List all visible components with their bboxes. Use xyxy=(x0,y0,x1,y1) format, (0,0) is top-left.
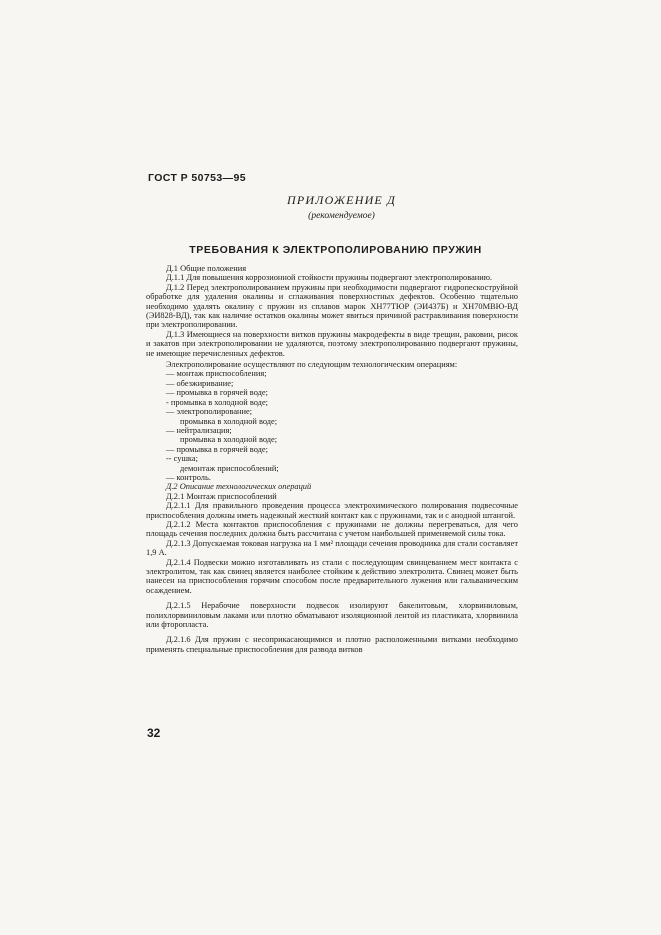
list-item: промывка в холодной воде; xyxy=(180,435,278,445)
page-number: 32 xyxy=(147,726,161,740)
section-heading: ТРЕБОВАНИЯ К ЭЛЕКТРОПОЛИРОВАНИЮ ПРУЖИН xyxy=(189,244,482,256)
standard-number: ГОСТ Р 50753—95 xyxy=(148,172,246,184)
list-item: — контроль. xyxy=(166,472,211,482)
list-item: промывка в холодной воде; xyxy=(180,416,278,426)
list-item: — промывка в горячей воде; xyxy=(166,388,268,398)
list-item: — монтаж приспособления; xyxy=(166,369,267,379)
list-item: — нейтрализация; xyxy=(166,425,232,435)
appendix-status: (рекомендуемое) xyxy=(308,211,375,221)
clause-d1-3: Д.1.3 Имеющиеся на поверхности витков пружины макродефекты в виде трещин, раковин, рисок и закатов при электрополировании не удаляются, поэтому электрополированию подвергают пружины, не имеющие перечисленных дефектов. xyxy=(146,329,518,358)
list-item: - промывка в холодной воде; xyxy=(166,397,268,407)
clause-d1-2: Д.1.2 Перед электрополированием пружины при необходимости подвергают гидропескоструйной обработке для удаления окалины и сглаживания поверхностных дефектов. Особенно тщательно необходимо удалять окалину с пружин из сплавов марок ХН77ТЮР (ЭИ437Б) и ХН70МВЮ-ВД (ЭИ828-ВД), так как наличие остатков окалины может явиться причиной растравливания поверхности при электрополировании. xyxy=(146,282,518,330)
operations-list xyxy=(146,369,518,482)
document-body xyxy=(146,264,518,654)
clause-d2-1-4: Д.2.1.4 Подвески можно изготавливать из стали с последующим свинцеванием мест контакта с электролитом, так как свинец является наиболее стойким к действию электролита. Свинец может быть нанесен на приспособления горячим способом после предварительного лужения или гальваническим осаждением. xyxy=(146,557,518,595)
list-item: демонтаж приспособлений; xyxy=(180,463,279,473)
list-item: — электрополирование; xyxy=(166,407,253,417)
clause-d1-1: Д.1.1 Для повышения коррозионной стойкости пружины подвергают электрополированию. xyxy=(166,273,493,283)
list-item: — промывка в горячей воде; xyxy=(166,444,268,454)
clause-d2-1-3: Д.2.1.3 Допускаемая токовая нагрузка на 1 мм² площади сечения проводника для стали составляет 1,9 А. xyxy=(146,538,518,558)
operations-intro: Электрополирование осуществляют по следующим технологическим операциям: xyxy=(166,360,458,370)
clause-d2-1: Д.2.1 Монтаж приспособлений xyxy=(166,491,277,501)
appendix-title: ПРИЛОЖЕНИЕ Д xyxy=(286,193,397,207)
clause-d2: Д.2 Описание технологических операций xyxy=(166,482,312,492)
clause-d2-1-1: Д.2.1.1 Для правильного проведения процесса электрохимического полирования подвесочные приспособления должны иметь надежный жесткий контакт как с пружинами, так и с анодной штангой. xyxy=(146,501,518,520)
clause-d2-1-6: Д.2.1.6 Для пружин с несоприкасающимися и плотно расположенными витками необходимо применять специальные приспособления для развода витков xyxy=(146,635,518,654)
list-item: — обезжиривание; xyxy=(166,378,234,388)
list-item: -- сушка; xyxy=(166,454,198,464)
clause-d1: Д.1 Общие положения xyxy=(166,264,247,273)
clause-d2-1-2: Д.2.1.2 Места контактов приспособления с пружинами не должны перегреваться, для чего площадь сечения последних должна быть рассчитана с учетом наибольшей применяемой силы тока. xyxy=(146,519,518,539)
clause-d2-1-5: Д.2.1.5 Нерабочие поверхности подвесок изолируют бакелитовым, хлорвиниловым, полихлорвиниловым лаками или плотно обматывают изоляционной лентой из пластиката, хлорвинила или фторопласта. xyxy=(146,601,518,630)
